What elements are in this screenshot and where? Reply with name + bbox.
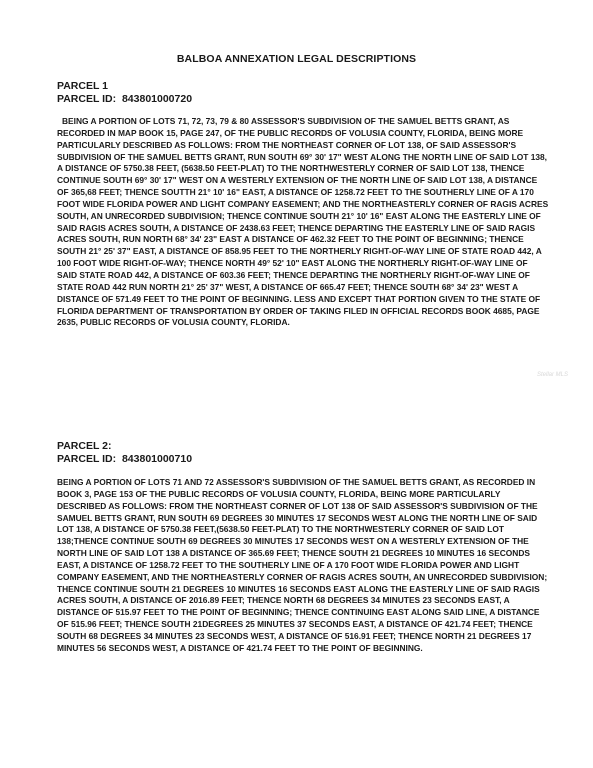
parcel-1-id-line xyxy=(57,93,192,106)
parcel-2-id-label: PARCEL ID: xyxy=(57,453,117,465)
parcel-2-heading: PARCEL 2: xyxy=(57,440,112,452)
parcel-1-id-value: 843801000720 xyxy=(121,93,193,105)
parcel-1-heading: PARCEL 1 xyxy=(57,80,108,92)
parcel-2-id-value: 843801000710 xyxy=(121,453,193,465)
parcel-2-id-line xyxy=(57,453,192,466)
parcel-1-legal-description: BEING A PORTION OF LOTS 71, 72, 73, 79 & 80 ASSESSOR'S SUBDIVISION OF THE SAMUEL BETTS GRANT, AS RECORDED IN MAP BOOK 15, PAGE 247, OF THE PUBLIC RECORDS OF VOLUSIA COUNTY, FLORIDA, BEING MORE PARTICULARLY DESCRIBED AS FOLLOWS: FROM THE NORTHEAST CORNER OF LOT 138, OF SAID ASSESSOR'S SUBDIVISION OF THE SAMUEL BETTS GRANT, RUN SOUTH 69° 30' 17" WEST ALONG THE NORTH LINE OF SAID LOT 138, A DISTANCE OF 5750.38 FEET, (5638.50 FEET-PLAT) TO THE NORTHWESTERLY CORNER OF SAID LOT 138, THENCE CONTINUE SOUTH 69° 30' 17" WEST ON A WESTERLY EXTENSION OF THE NORTH LINE OF SAID LOT 138, A DISTANCE OF 365,68 FEET; THENCE SOUTTH 21° 10' 16" EAST, A DISTANCE OF 1258.72 FEET TO THE SOUTHERLY LINE OF A 170 FOOT WIDE FLORIDA POWER AND LIGHT COMPANY EASEMENT; AND THE NORTHEASTERLY CORNER OF RAGIS ACRES SOUTH, AN UNRECORDED SUBDIVISION; THENCE CONTINUE SOUTH 21° 10' 16" EAST ALONG THE EASTERLY LINE OF SAID RAGIS ACRES SOUTH, A DISTANCE OF 2438.63 FEET; THENCE DEPARTING THE EASTERLY LINE OF SAID RAGIS ACRES SOUTH, RUN NORTH 68° 34' 23" EAST A DISTANCE OF 462.32 FEET TO THE POINT OF BEGINNING; THENCE SOUTH 21° 25' 37" EAST, A DISTANCE OF 858.95 FEET TO THE NORTHERLY RIGHT-OF-WAY LINE OF STATE ROAD 442, A 100 FOOT WIDE RIGHT-OF-WAY; THENCE NORTH 49° 52' 10" EAST ALONG THE NORTHERLY RIGHT-OF-WAY LINE OF SAID STATE ROAD 442, A DISTANCE OF 603.36 FEET; THENCE DEPARTING THE NORTHERLY RIGHT-OF-WAY LINE OF STATE ROAD 442 RUN NORTH 21° 25' 37" WEST, A DISTANCE OF 665.47 FEET; THENCE SOUTH 68° 34' 23" WEST A DISTANCE OF 571.49 FEET TO THE POINT OF BEGINNING. LESS AND EXCEPT THAT PORTION GIVEN TO THE STATE OF FLORIDA DEPARTMENT OF TRANSPORTATION BY ORDER OF TAKING FILED IN OFFICIAL RECORDS BOOK 4685, PAGE 2635, PUBLIC RECORDS OF VOLUSIA COUNTY, FLORIDA. xyxy=(57,116,549,328)
parcel-1-heading-block xyxy=(57,80,192,106)
mls-watermark: Stellar MLS xyxy=(537,372,569,378)
parcel-2-heading-block xyxy=(57,440,192,466)
parcel-1-id-label: PARCEL ID: xyxy=(57,93,117,105)
document-title: BALBOA ANNEXATION LEGAL DESCRIPTIONS xyxy=(176,53,417,65)
parcel-2-legal-description: BEING A PORTION OF LOTS 71 AND 72 ASSESSOR'S SUBDIVISION OF THE SAMUEL BETTS GRANT, AS RECORDED IN BOOK 3, PAGE 153 OF THE PUBLIC RECORDS OF VOLUSIA COUNTY, FLORIDA, BEING MORE PARTICULARLY DESCRIBED AS FOLLOWS: FROM THE NORTHEAST CORNER OF LOT 138 OF SAID ASSESSOR'S SUBDIVISION OF THE SAMUEL BETTS GRANT, RUN SOUTH 69 DEGREES 30 MINUTES 17 SECONDS WEST ALONG THE NORTH LINE OF SAID LOT 138, A DISTANCE OF 5750.38 FEET,(5638.50 FEET-PLAT) TO THE NORTHWESTERLY CORNER OF SAID LOT 138;THENCE CONTINUE SOUTH 69 DEGREES 30 MINUTES 17 SECONDS WEST ON A WESTERLY EXTENSION OF THE NORTH LINE OF SAID LOT 138 A DISTANCE OF 365.69 FEET; THENCE SOUTH 21 DEGREES 10 MINUTES 16 SECONDS EAST, A DISTANCE OF 1258.72 FEET TO THE SOUTHERLY LINE OF A 170 FOOT WIDE FLORIDA POWER AND LIGHT COMPANY EASEMENT, AND THE NORTHEASTERLY CORNER OF RAGIS ACRES SOUTH, AN UNRECORDED SUBDIVISION; THENCE CONTINUE SOUTH 21 DEGREES 10 MINUTES 16 SECONDS EAST ALONG THE EASTERLY LINE OF SAID RAGIS ACRES SOUTH, A DISTANCE OF 2016.89 FEET; THENCE NORTH 68 DEGREES 34 MINUTES 23 SECONDS EAST, A DISTANCE OF 515.97 FEET TO THE POINT OF BEGINNING; THENCE CONTINUING EAST ALONG SAID LINE, A DISTANCE OF 515.96 FEET; THENCE SOUTH 21DEGREES 25 MINUTES 37 SECONDS EAST, A DISTANCE OF 421.74 FEET; THENCE SOUTH 68 DEGREES 34 MINUTES 23 SECONDS WEST, A DISTANCE OF 516.91 FEET; THENCE NORTH 21 DEGREES 17 MINUTES 56 SECONDS WEST, A DISTANCE OF 421.74 FEET TO THE POINT OF BEGINNING. xyxy=(57,477,548,653)
